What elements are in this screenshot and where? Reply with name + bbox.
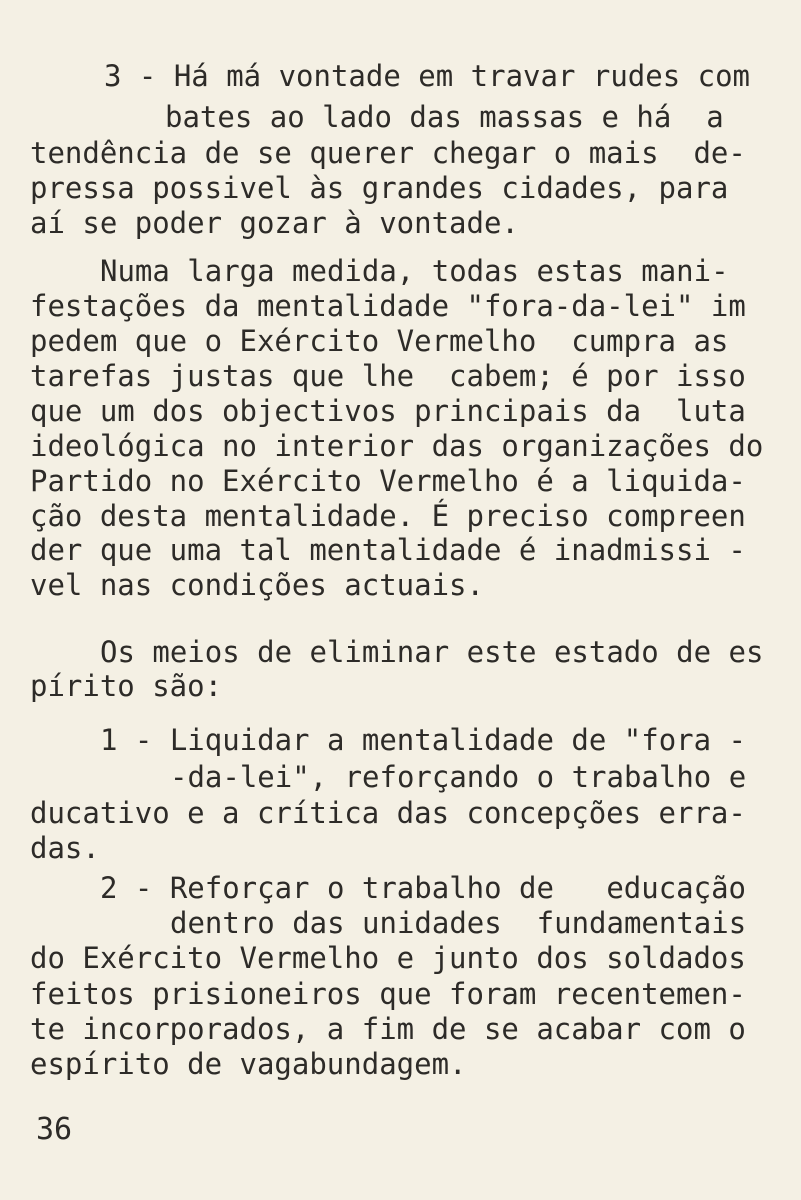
text-line: 3 - Há má vontade em travar rudes com [104,59,751,93]
text-line: tarefas justas que lhe cabem; é por isso [30,359,746,393]
text-line: dentro das unidades fundamentais [170,906,747,940]
text-line: que um dos objectivos principais da luta [30,394,746,428]
text-line: 2 - Reforçar o trabalho de educação [100,871,747,905]
text-line: ideológica no interior das organizações do [30,429,764,463]
text-line: te incorporados, a fim de se acabar com o [30,1012,746,1046]
page-number: 36 [36,1112,73,1147]
text-line: der que uma tal mentalidade é inadmissi - [30,533,746,567]
text-line: Os meios de eliminar este estado de es [100,635,764,669]
text-line: Partido no Exército Vermelho é a liquida- [30,464,746,498]
text-line: pírito são: [30,669,223,703]
text-line: pedem que o Exército Vermelho cumpra as [30,324,729,358]
text-line: feitos prisioneiros que foram recentemen- [30,977,746,1011]
text-line: espírito de vagabundagem. [30,1047,467,1081]
text-line: bates ao lado das massas e há a [165,100,724,134]
text-line: das. [30,831,100,865]
text-line: do Exército Vermelho e junto dos soldados [30,941,746,975]
text-line: aí se poder gozar à vontade. [30,206,519,240]
text-line: ção desta mentalidade. É preciso compreen [30,499,746,533]
text-line: Numa larga medida, todas estas mani- [100,254,729,288]
text-line: vel nas condições actuais. [30,568,484,602]
text-line: tendência de se querer chegar o mais de- [30,136,746,170]
text-line: 1 - Liquidar a mentalidade de "fora - [100,723,747,757]
text-line: festações da mentalidade "fora-da-lei" im [30,289,746,323]
text-line: ducativo e a crítica das concepções erra- [30,796,746,830]
text-line: -da-lei", reforçando o trabalho e [170,760,747,794]
text-line: pressa possivel às grandes cidades, para [30,171,729,205]
